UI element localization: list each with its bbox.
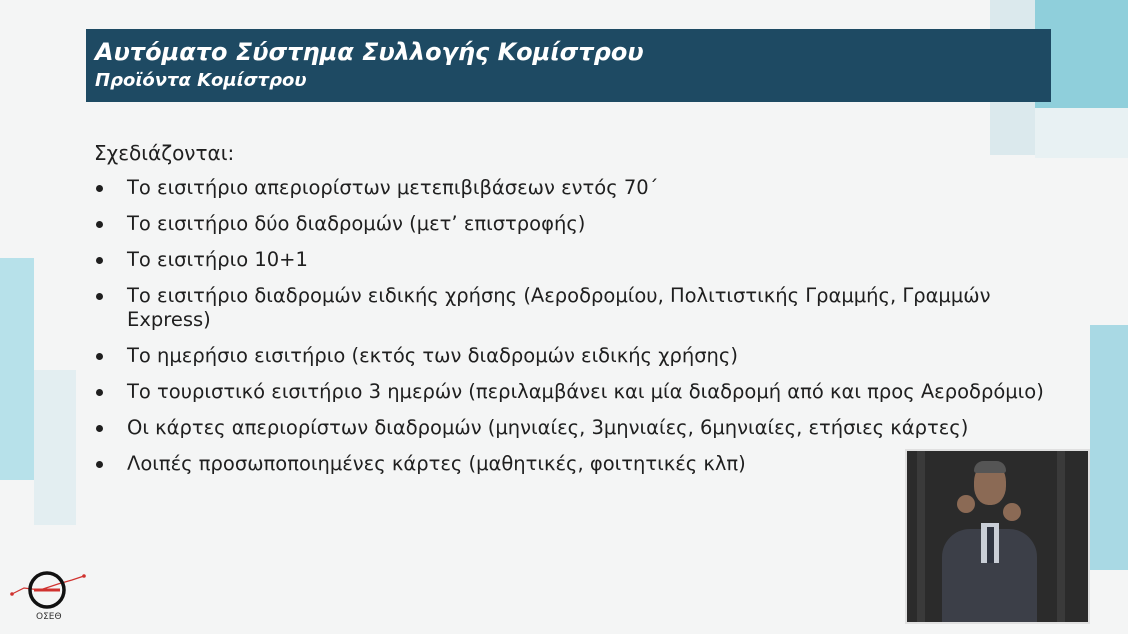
curtain	[1057, 451, 1065, 622]
intro-text: Σχεδιάζονται:	[94, 141, 235, 165]
interpreter-tie	[987, 527, 994, 563]
bullet-list	[94, 176, 1054, 476]
decor-block	[1090, 325, 1128, 570]
list-item-text: Το εισιτήριο διαδρομών ειδικής χρήσης (Αεροδρομίου, Πολιτιστικής Γραμμής, Γραμμών Express)	[127, 284, 991, 331]
bullet-icon	[96, 461, 103, 468]
list-item-text: Το εισιτήριο απεριορίστων μετεπιβιβάσεων εντός 70΄	[127, 176, 659, 199]
list-item-text: Οι κάρτες απεριορίστων διαδρομών (μηνιαίες, 3μηνιαίες, 6μηνιαίες, ετήσιες κάρτες)	[127, 416, 969, 439]
list-item	[94, 284, 1054, 332]
bullet-icon	[96, 185, 103, 192]
logo-text: ΟΣΕΘ	[36, 612, 62, 622]
interpreter-hand	[1003, 503, 1021, 521]
curtain	[917, 451, 925, 622]
slide-subtitle: Προϊόντα Κομίστρου	[95, 70, 307, 91]
bullet-icon	[96, 353, 103, 360]
list-item-text: Λοιπές προσωποποιημένες κάρτες (μαθητικές, φοιτητικές κλπ)	[127, 452, 746, 475]
bullet-icon	[96, 389, 103, 396]
list-item	[94, 248, 1054, 272]
decor-block	[0, 258, 34, 480]
bullet-icon	[96, 221, 103, 228]
bullet-icon	[96, 293, 103, 300]
list-item	[94, 176, 1054, 200]
interpreter-hair	[974, 461, 1006, 473]
list-item-text: Το εισιτήριο δύο διαδρομών (μετ’ επιστροφής)	[127, 212, 586, 235]
list-item-text: Το τουριστικό εισιτήριο 3 ημερών (περιλαμβάνει και μία διαδρομή από και προς Αεροδρόμιο)	[127, 380, 1044, 403]
sign-language-video	[905, 449, 1090, 624]
list-item	[94, 380, 1054, 404]
list-item-text: Το ημερήσιο εισιτήριο (εκτός των διαδρομών ειδικής χρήσης)	[127, 344, 738, 367]
list-item	[94, 212, 1054, 236]
decor-block	[34, 370, 76, 525]
bullet-icon	[96, 425, 103, 432]
list-item-text: Το εισιτήριο 10+1	[127, 248, 308, 271]
slide-title-bar	[86, 29, 1051, 102]
bullet-icon	[96, 257, 103, 264]
list-item	[94, 416, 1054, 440]
slide-title: Αυτόματο Σύστημα Συλλογής Κομίστρου	[95, 38, 644, 66]
slide-content	[94, 140, 1054, 488]
interpreter-hand	[957, 495, 975, 513]
list-item	[94, 344, 1054, 368]
